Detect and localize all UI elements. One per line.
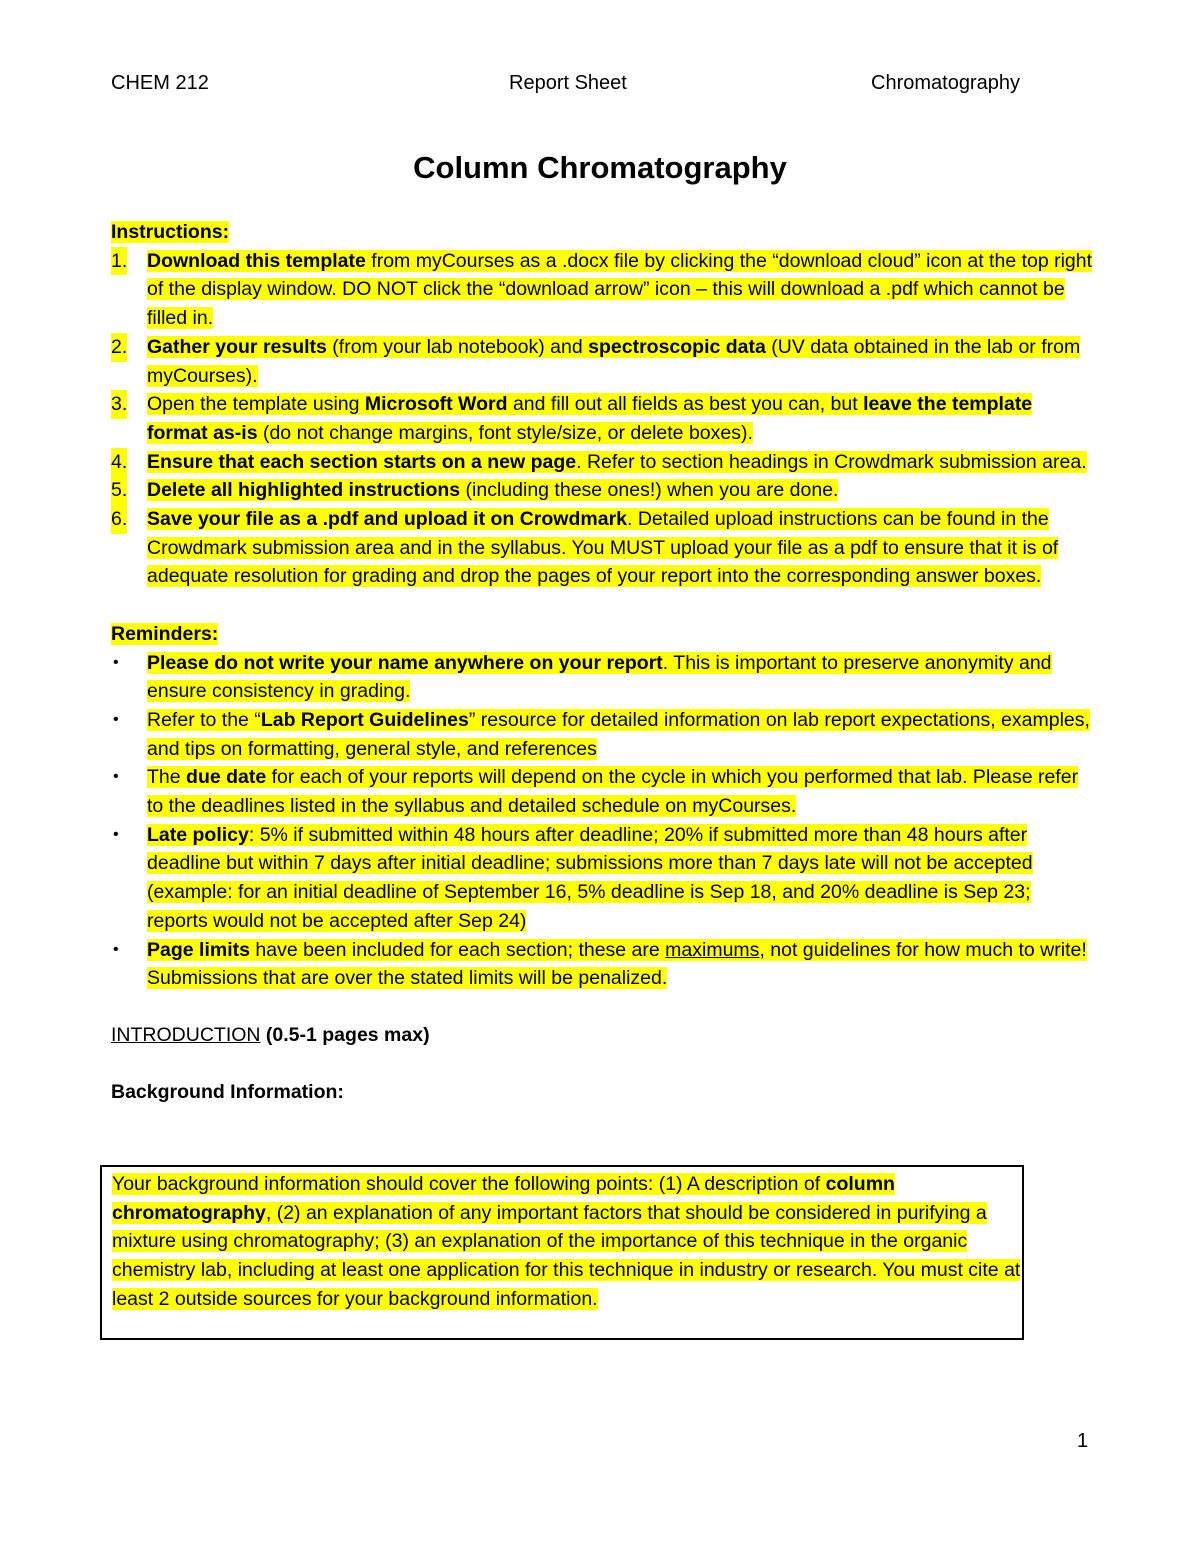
instructions-label: Instructions: [111, 221, 230, 243]
reminder-item: • Page limits have been included for each section; these are maximums, not guidelines for how much to write! Submissions that are over the stated limits will be penalized. [111, 936, 1096, 993]
page-number: 1 [1077, 1430, 1089, 1452]
reminder-item: • Please do not write your name anywhere on your report. This is important to preserve anonymity and ensure consistency in grading. [111, 649, 1096, 706]
instruction-item: 4. Ensure that each section starts on a new page. Refer to section headings in Crowdmark submission area. [111, 448, 1096, 477]
reminders-label: Reminders: [111, 622, 219, 645]
bullet-icon: • [113, 710, 119, 728]
reminders-list [111, 649, 1096, 993]
bullet-icon: • [113, 825, 119, 843]
instructions-list [111, 247, 1096, 591]
header-course: CHEM 212 [111, 72, 209, 94]
introduction-heading: INTRODUCTION (0.5-1 pages max) [111, 1023, 430, 1046]
instruction-item: 5. Delete all highlighted instructions (including these ones!) when you are done. [111, 476, 1096, 505]
reminder-item: • Refer to the “Lab Report Guidelines” resource for detailed information on lab report expectations, examples, and tips on formatting, general style, and references [111, 706, 1096, 763]
reminder-item: • Late policy: 5% if submitted within 48 hours after deadline; 20% if submitted more than 48 hours after deadline but within 7 days after initial deadline; submissions more than 7 days late will not be accepted (example: for an initial deadline of September 16, 5% deadline is Sep 18, and 20% deadline is Sep 23; reports would not be accepted after Sep 24) [111, 821, 1096, 936]
background-subheading: Background Information: [111, 1080, 344, 1103]
background-info-box[interactable]: Your background information should cover the following points: (1) A description of column chromatography, (2) an explanation of any important factors that should be considered in purifying a mixture using chromatography; (3) an explanation of the importance of this technique in the organic chemistry lab, including at least one application for this technique in industry or research. You must cite at least 2 outside sources for your background information. [100, 1165, 1024, 1340]
reminder-item: • The due date for each of your reports will depend on the cycle in which you performed that lab. Please refer to the deadlines listed in the syllabus and detailed schedule on myCourses. [111, 763, 1096, 820]
header-topic: Chromatography [871, 72, 1020, 94]
header-doc-type: Report Sheet [509, 72, 627, 94]
document-body [111, 218, 1096, 1106]
instruction-item: 6. Save your file as a .pdf and upload it on Crowdmark. Detailed upload instructions can be found in the Crowdmark submission area and in the syllabus. You MUST upload your file as a pdf to ensure that it is of adequate resolution for grading and drop the pages of your report into the corresponding answer boxes. [111, 505, 1096, 591]
bullet-icon: • [113, 653, 119, 671]
instruction-item: 3. Open the template using Microsoft Word and fill out all fields as best you can, but leave the template format as-is (do not change margins, font style/size, or delete boxes). [111, 390, 1096, 447]
bullet-icon: • [113, 768, 119, 786]
bullet-icon: • [113, 940, 119, 958]
instruction-item: 1. Download this template from myCourses as a .docx file by clicking the “download cloud” icon at the top right of the display window. DO NOT click the “download arrow” icon – this will download a .pdf which cannot be filled in. [111, 247, 1096, 333]
page-title: Column Chromatography [413, 150, 787, 185]
instruction-item: 2. Gather your results (from your lab notebook) and spectroscopic data (UV data obtained in the lab or from myCourses). [111, 333, 1096, 390]
